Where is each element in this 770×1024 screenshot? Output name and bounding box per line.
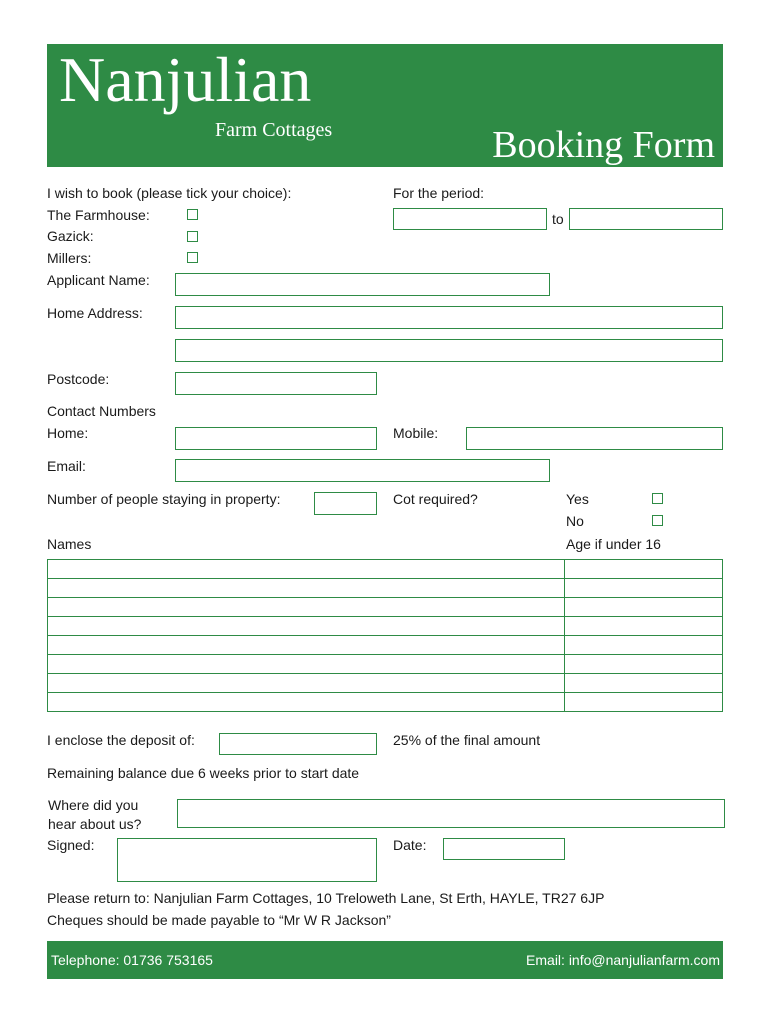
name-cell[interactable] bbox=[48, 655, 565, 674]
contact-numbers-heading: Contact Numbers bbox=[47, 403, 156, 419]
mobile-field[interactable] bbox=[466, 427, 723, 450]
table-row bbox=[48, 693, 723, 712]
signed-label: Signed: bbox=[47, 837, 95, 853]
age-cell[interactable] bbox=[565, 674, 723, 693]
postcode-field[interactable] bbox=[175, 372, 377, 395]
option-farmhouse-checkbox[interactable] bbox=[187, 209, 198, 220]
option-gazick-checkbox[interactable] bbox=[187, 231, 198, 242]
name-cell[interactable] bbox=[48, 693, 565, 712]
postcode-label: Postcode: bbox=[47, 371, 110, 387]
names-table bbox=[47, 559, 723, 712]
deposit-field[interactable] bbox=[219, 733, 377, 755]
mobile-label: Mobile: bbox=[393, 425, 439, 441]
people-count-label: Number of people staying in property: bbox=[47, 491, 281, 507]
table-row bbox=[48, 598, 723, 617]
deposit-label: I enclose the deposit of: bbox=[47, 732, 195, 748]
brand-subtitle: Farm Cottages bbox=[215, 119, 333, 141]
period-start-field[interactable] bbox=[393, 208, 547, 230]
applicant-name-field[interactable] bbox=[175, 273, 550, 296]
footer-banner bbox=[47, 941, 723, 979]
email-field[interactable] bbox=[175, 459, 550, 482]
cot-no-label: No bbox=[566, 513, 584, 529]
age-label: Age if under 16 bbox=[566, 536, 661, 552]
table-row bbox=[48, 560, 723, 579]
date-field[interactable] bbox=[443, 838, 565, 860]
period-end-field[interactable] bbox=[569, 208, 723, 230]
name-cell[interactable] bbox=[48, 636, 565, 655]
cot-yes-label: Yes bbox=[566, 491, 589, 507]
referral-label-line2: hear about us? bbox=[48, 816, 142, 832]
home-address-label: Home Address: bbox=[47, 305, 143, 321]
option-millers-label: Millers: bbox=[47, 250, 92, 266]
name-cell[interactable] bbox=[48, 598, 565, 617]
cot-yes-checkbox[interactable] bbox=[652, 493, 663, 504]
form-title: Booking Form bbox=[492, 124, 715, 166]
home-phone-field[interactable] bbox=[175, 427, 377, 450]
table-row bbox=[48, 655, 723, 674]
age-cell[interactable] bbox=[565, 693, 723, 712]
age-cell[interactable] bbox=[565, 579, 723, 598]
referral-label-line1: Where did you bbox=[48, 797, 139, 813]
age-cell[interactable] bbox=[565, 655, 723, 674]
option-farmhouse-label: The Farmhouse: bbox=[47, 207, 150, 223]
cot-label: Cot required? bbox=[393, 491, 478, 507]
balance-note: Remaining balance due 6 weeks prior to start date bbox=[47, 765, 360, 781]
age-cell[interactable] bbox=[565, 598, 723, 617]
signature-field[interactable] bbox=[117, 838, 377, 882]
table-row bbox=[48, 674, 723, 693]
age-cell[interactable] bbox=[565, 617, 723, 636]
table-row bbox=[48, 636, 723, 655]
home-address-field-2[interactable] bbox=[175, 339, 723, 362]
cheques-note: Cheques should be made payable to “Mr W R Jackson” bbox=[47, 912, 391, 928]
footer-telephone: Telephone: 01736 753165 bbox=[51, 952, 213, 968]
date-label: Date: bbox=[393, 837, 427, 853]
name-cell[interactable] bbox=[48, 617, 565, 636]
name-cell[interactable] bbox=[48, 579, 565, 598]
age-cell[interactable] bbox=[565, 636, 723, 655]
names-label: Names bbox=[47, 536, 92, 552]
period-label: For the period: bbox=[393, 185, 485, 201]
option-gazick-label: Gazick: bbox=[47, 228, 94, 244]
table-row bbox=[48, 579, 723, 598]
email-label: Email: bbox=[47, 458, 86, 474]
age-cell[interactable] bbox=[565, 560, 723, 579]
table-row bbox=[48, 617, 723, 636]
people-count-field[interactable] bbox=[314, 492, 377, 515]
applicant-name-label: Applicant Name: bbox=[47, 272, 150, 288]
period-to-label: to bbox=[552, 211, 564, 227]
option-millers-checkbox[interactable] bbox=[187, 252, 198, 263]
name-cell[interactable] bbox=[48, 560, 565, 579]
header-banner bbox=[47, 44, 723, 167]
name-cell[interactable] bbox=[48, 674, 565, 693]
deposit-note: 25% of the final amount bbox=[393, 732, 541, 748]
brand-logo-text: Nanjulian bbox=[59, 44, 312, 115]
return-address: Please return to: Nanjulian Farm Cottages, 10 Treloweth Lane, St Erth, HAYLE, TR27 6JP bbox=[47, 890, 605, 906]
home-address-field-1[interactable] bbox=[175, 306, 723, 329]
footer-email[interactable]: Email: info@nanjulianfarm.com bbox=[526, 952, 720, 968]
home-phone-label: Home: bbox=[47, 425, 89, 441]
referral-field[interactable] bbox=[177, 799, 725, 828]
booking-prompt: I wish to book (please tick your choice): bbox=[47, 185, 292, 201]
cot-no-checkbox[interactable] bbox=[652, 515, 663, 526]
